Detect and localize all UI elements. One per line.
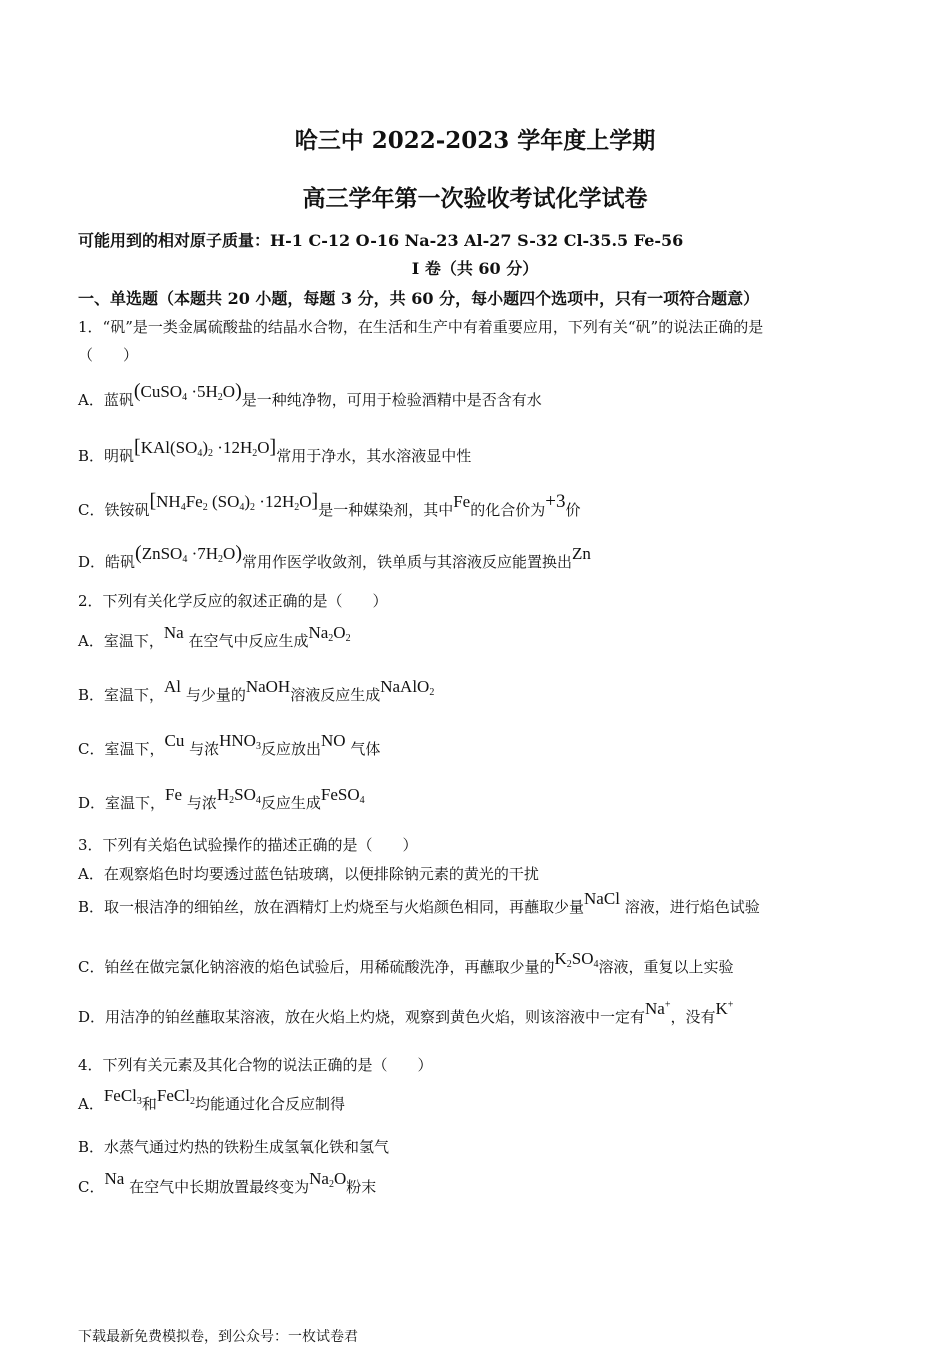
q1-option-b: B．明矾$[KAl(SO_4)_2 \cdot 12H_2O]$常用于净水，其水溶液显中性 [78,436,472,465]
q4-option-a: A．FeCl$_3$和FeCl$_2$均能通过化合反应制得 [78,1086,345,1113]
formula-na2o2: $Na_2O_2$ [308,623,351,644]
q1-option-a: A．蓝矾(CuSO$_4$ $\cdot 5H_2O$)是一种纯净物，可用于检验酒精中是否含有水 [78,380,542,409]
formula-h2so4: $H_2SO_4$ [216,785,261,806]
q3-stem: 3．下列有关焰色试验操作的描述正确的是（ ） [78,836,418,854]
q3-option-b: B．取一根洁净的细铂丝，放在酒精灯上灼烧至与火焰颜色相同，再蘸取少量NaCl 溶液，进行焰色试验 [78,889,760,916]
q1-option-d: D．皓矾(ZnSO$_4$ $\cdot 7H_2O$)常用作医学收敛剂，铁单质与其溶液反应能置换出Zn [78,542,591,571]
formula-alum: $[KAl(SO_4)_2 \cdot 12H_2O]$ [134,436,277,459]
formula-cuso4: (CuSO$_4$ $\cdot 5H_2O$) [133,380,242,403]
section-heading: 一、单选题（本题共 20 小题，每题 3 分，共 60 分，每小题四个选项中，只有一项符合题意） [78,289,760,308]
q1-stem: 1．“矾”是一类金属硫酸盐的结晶水合物，在生活和生产中有着重要应用，下列有关“矾”的说法正确的是 [78,318,764,336]
formula-k2so4: $K_2SO_4$ [554,949,599,970]
q2-option-b: B．室温下，Al 与少量的NaOH溶液反应生成NaAlO$_2$ [78,677,435,704]
exam-title-line2: 高三学年第一次验收考试化学试卷 [302,185,648,212]
q1-option-c: C．铁铵矾[$NH_4Fe_2$ $(SO_4)_2 \cdot 12H_2O$]是一种媒染剂，其中Fe的化合价为+3价 [78,490,581,519]
formula-znso4: (ZnSO$_4$ $\cdot 7H_2O$) [135,542,242,565]
q2-option-a: A．室温下，Na 在空气中反应生成$Na_2O_2$ [78,623,351,650]
q1-paren: （ ） [78,346,139,364]
exam-title-line1: 哈三中 2022-2023 学年度上学期 [294,127,656,154]
q4-stem: 4．下列有关元素及其化合物的说法正确的是（ ） [78,1056,433,1074]
formula-feso4: FeSO$_4$ [320,785,365,806]
q3-option-a: A．在观察焰色时均要透过蓝色钴玻璃，以便排除钠元素的黄光的干扰 [78,865,539,883]
volume-heading: Ⅰ 卷（共 60 分） [411,259,539,278]
q4-option-c: C．Na 在空气中长期放置最终变为$Na_2O$粉末 [78,1169,377,1196]
formula-fecl3: FeCl$_3$ [103,1086,142,1107]
q2-stem: 2．下列有关化学反应的叙述正确的是（ ） [78,592,388,610]
q2-option-d: D．室温下，Fe 与浓$H_2SO_4$反应生成FeSO$_4$ [78,785,365,812]
atomic-mass-note: 可能用到的相对原子质量：H-1 C-12 O-16 Na-23 Al-27 S-32 Cl-35.5 Fe-56 [78,231,684,250]
formula-hno3: $HNO_3$ [219,731,261,752]
q3-option-d: D．用洁净的铂丝蘸取某溶液，放在火焰上灼烧，观察到黄色火焰，则该溶液中一定有Na+，没有K+ [78,999,734,1026]
formula-fecl2: FeCl$_2$ [156,1086,195,1107]
q4-option-b: B．水蒸气通过灼热的铁粉生成氢氧化铁和氢气 [78,1138,390,1156]
q2-option-c: C．室温下，Cu 与浓$HNO_3$反应放出NO 气体 [78,731,381,758]
ion-na: Na+ [645,999,671,1018]
footer-note: 下载最新免费模拟卷，到公众号：一枚试卷君 [78,1329,358,1345]
q3-option-c: C．铂丝在做完氯化钠溶液的焰色试验后，用稀硫酸洗净，再蘸取少量的$K_2SO_4$溶液，重复以上实验 [78,949,734,976]
formula-iron-alum: [$NH_4Fe_2$ $(SO_4)_2 \cdot 12H_2O$] [149,490,319,513]
formula-naalo2: NaAlO$_2$ [380,677,435,698]
ion-k: K+ [715,999,734,1018]
formula-na2o: $Na_2O$ [309,1169,347,1190]
